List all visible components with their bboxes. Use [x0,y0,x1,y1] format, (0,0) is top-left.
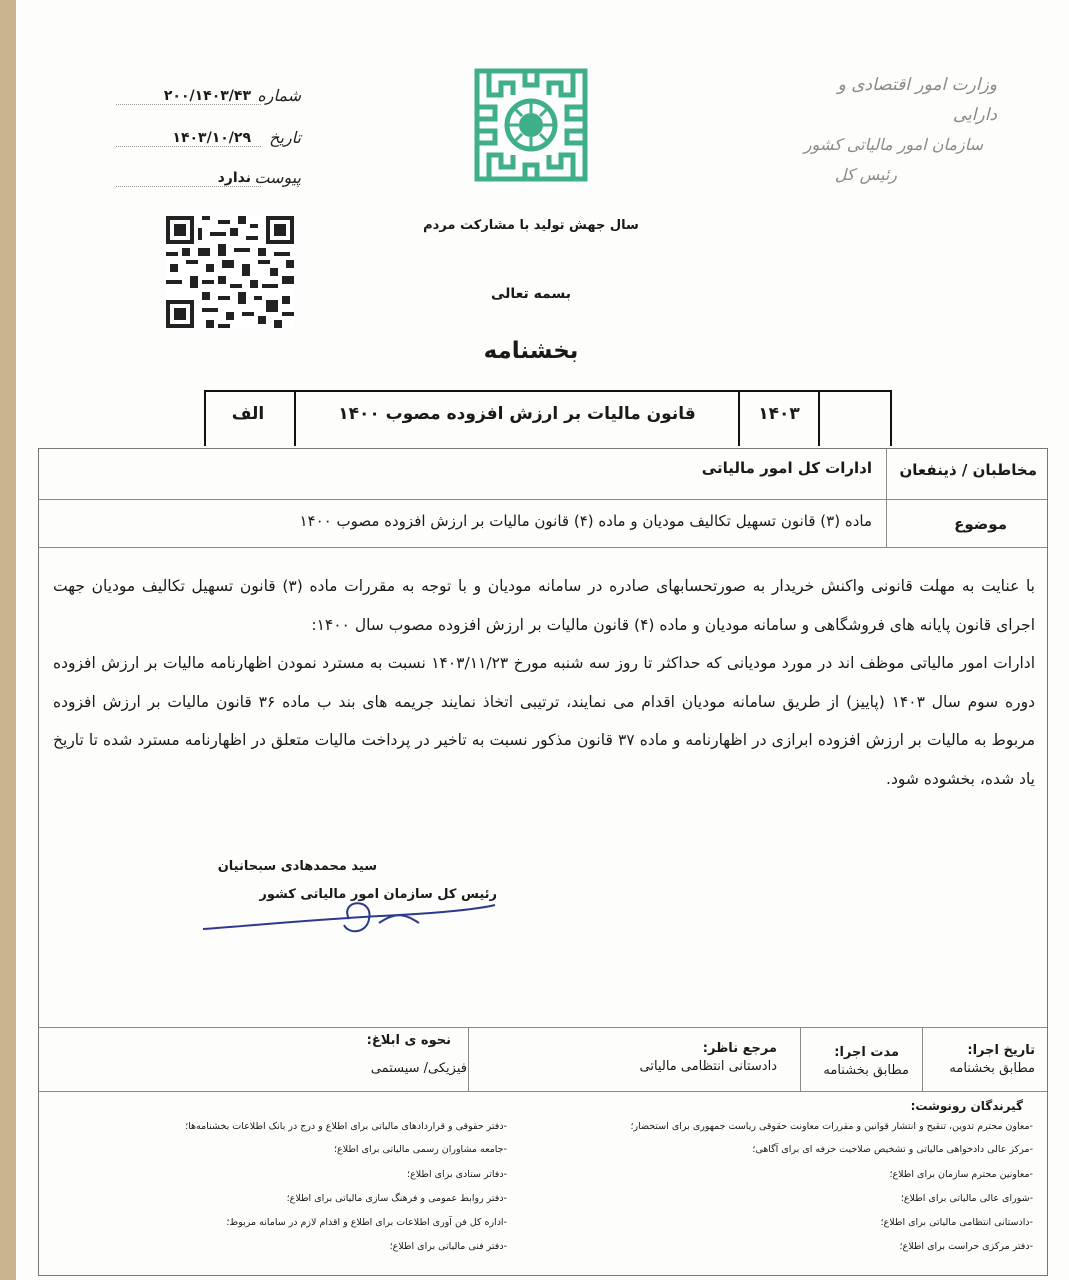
signatory-name: سید محمدهادی سبحانیان [217,859,377,874]
document-type-title: بخشنامه [483,338,579,364]
signatory-title: رئیس کل سازمان امور مالیاتی کشور [259,887,497,902]
classification-series-cell: الف [231,404,265,424]
qr-code-icon [166,216,294,328]
cc-recipient-right-2: -مرکز عالی دادخواهی مالیاتی و تشخیص صلاحیت حرفه ای برای آگاهی؛ [752,1144,1033,1155]
letter-attachment-label: پیوست [254,168,301,187]
circular-page [16,0,1069,1280]
classification-law-cell: قانون مالیات بر ارزش افزوده مصوب ۱۴۰۰ [294,392,738,446]
classification-number-cell [818,392,890,446]
letter-attachment-row [116,168,301,190]
letter-attachment-value: ندارد [217,170,251,186]
handwritten-signature-icon [199,889,499,949]
classification-year-cell: ۱۴۰۳ [738,392,818,446]
letter-number-row [116,86,301,108]
letter-number-value: ۲۰۰/۱۴۰۳/۴۳ [163,88,251,104]
circular-body-text [53,567,1035,798]
cc-recipient-left-5: -اداره کل فن آوری اطلاعات برای اطلاع و اقدام لازم در سامانه مربوط؛ [226,1217,507,1228]
circular-body-frame [38,448,1048,1276]
ministry-line-3: رئیس کل [834,165,897,184]
execution-duration-label: مدت اجرا: [834,1045,899,1060]
letter-number-label: شماره [257,86,301,105]
subject-label: موضوع [954,515,1007,533]
cc-recipient-left-2: -جامعه مشاوران رسمی مالیاتی برای اطلاع؛ [334,1144,507,1155]
cc-recipient-right-3: -معاونین محترم سازمان برای اطلاع؛ [889,1169,1033,1180]
execution-duration-value: مطابق بخشنامه [823,1063,909,1078]
addressees-value: ادارات کل امور مالیاتی [701,459,872,477]
cc-recipient-left-4: -دفتر روابط عمومی و فرهنگ سازی مالیاتی برای اطلاع؛ [286,1193,507,1204]
ministry-header [797,70,997,190]
notification-method-value: فیزیکی/ سیستمی [370,1061,467,1076]
execution-date-label: تاریخ اجرا: [967,1043,1035,1058]
bismillah: بسمه تعالی [490,286,572,302]
cc-recipient-left-3: -دفاتر ستادی برای اطلاع؛ [407,1169,507,1180]
letter-date-row [116,128,301,150]
body-paragraph-1: با عنایت به مهلت قانونی واکنش خریدار به صورتحسابهای صادره در سامانه مودیان و با توجه به مقررات ماده (۳) قانون تسهیل تکالیف مودیان جهت اجرای قانون پایانه های فروشگاهی و سامانه مودیان و ماده (۴) قانون مالیات بر ارزش افزوده مصوب سال ۱۴۰۰: [53,577,1035,634]
year-slogan: سال جهش تولید با مشارکت مردم [423,218,639,233]
ministry-line-2: سازمان امور مالیاتی کشور [803,135,983,154]
cc-recipient-right-1: -معاون محترم تدوین، تنقیح و انتشار قوانین و مقررات معاونت حقوقی ریاست جمهوری برای استحضار؛ [630,1121,1033,1132]
supervisor-label: مرجع ناظر: [702,1041,777,1056]
cc-recipients-title: گیرندگان رونوشت: [910,1099,1023,1113]
cc-recipient-left-1: -دفتر حقوقی و قراردادهای مالیاتی برای اطلاع و درج در بانک اطلاعات بخشنامه‌ها؛ [185,1121,507,1132]
cc-recipient-left-6: -دفتر فنی مالیاتی برای اطلاع؛ [389,1241,507,1252]
ministry-line-1: وزارت امور اقتصادی و دارایی [837,75,997,125]
letter-date-label: تاریخ [269,128,301,147]
cc-recipient-right-6: -دفتر مرکزی حراست برای اطلاع؛ [899,1241,1033,1252]
supervisor-value: دادستانی انتظامی مالیاتی [639,1059,777,1074]
tax-organization-logo-icon [471,65,591,185]
cc-recipient-right-5: -دادستانی انتظامی مالیاتی برای اطلاع؛ [880,1217,1033,1228]
addressees-label: مخاطبان / ذینفعان [899,461,1037,479]
letter-date-value: ۱۴۰۳/۱۰/۲۹ [172,130,251,146]
cc-recipient-right-4: -شورای عالی مالیاتی برای اطلاع؛ [900,1193,1033,1204]
execution-date-value: مطابق بخشنامه [949,1061,1035,1076]
notification-method-label: نحوه ی ابلاغ: [366,1033,451,1048]
body-paragraph-2: ادارات امور مالیاتی موظف اند در مورد مودیانی که حداکثر تا روز سه شنبه مورخ ۱۴۰۳/۱۱/۲۳ نسبت به مسترد نمودن اظهارنامه مالیات بر ارزش افزوده دوره سوم سال ۱۴۰۳ (پاییز) از طریق سامانه مودیان اقدام می نمایند، ترتیبی اتخاذ نمایند جریمه های بند ب ماده ۳۶ قانون مالیات بر ارزش افزوده مربوط به مالیات بر ارزش افزوده ابرازی در اظهارنامه و ماده ۳۷ قانون مذکور نسبت به تاخیر در پرداخت مالیات متعلق در اظهارنامه مسترد شده تا تاریخ یاد شده، بخشوده شود. [53,654,1036,788]
subject-value: ماده (۳) قانون تسهیل تکالیف مودیان و ماده (۴) قانون مالیات بر ارزش افزوده مصوب ۱۴۰۰ [299,512,872,530]
classification-table [204,390,892,446]
